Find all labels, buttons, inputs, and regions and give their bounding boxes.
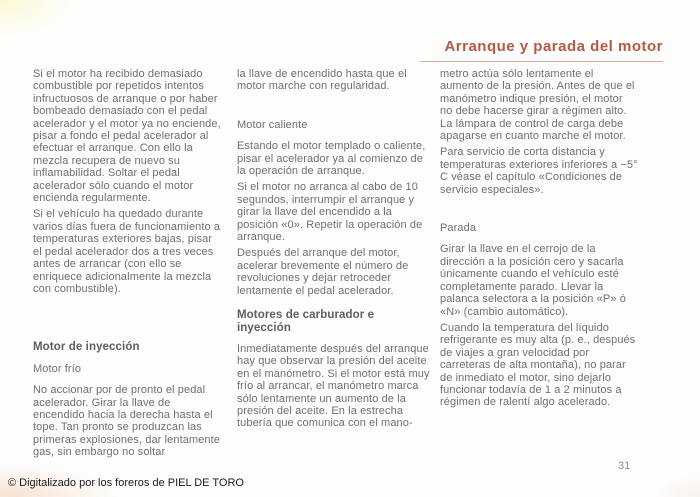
paragraph: Estando el motor templado o caliente, pisar el acelerador ya al comienzo de la operación de arranque. (237, 140, 426, 178)
paragraph: No accionar por de pronto el pedal acelerador. Girar la llave de encendido hacia la derecha hasta el tope. Tan pronto se produzcan las primeras explosiones, dar lentamente gas, sin embargo no soltar (33, 384, 221, 459)
paragraph: Cuando la temperatura del líquido refrigerante es muy alta (p. e., después de viajes a gran velocidad por carreteras de alta montaña), no parar de inmediato el motor, sino dejarlo funcionar todavía de 1 a 2 minutos a régimen de ralentí algo acelerado. (440, 321, 636, 409)
paragraph: Si el motor no arranca al cabo de 10 segundos, interrumpir el arranque y girar la llave del encendido a la posición «0». Repetir la operación de arranque. (237, 181, 423, 244)
page-number: 31 (618, 460, 631, 472)
paragraph: metro actúa sólo lentamente el aumento de la presión. Antes de que el manómetro indique presión, el motor no debe hacerse girar a régimen alto. La lámpara de control de carga debe apagarse en cuanto marche el motor. (440, 68, 635, 143)
section-heading: Motor de inyección (33, 341, 140, 354)
paragraph: Si el vehículo ha quedado durante varios días fuera de funcionamiento a temperaturas exteriores bajas, pisar el pedal acelerador dos a tres veces antes de arrancar (con ello se enriquece adicionalmente la mezcla con combustible). (33, 208, 221, 295)
text-column-2 (237, 68, 430, 434)
paragraph: Después del arranque del motor, acelerar brevemente el número de revoluciones y dejar retroceder lentamente el pedal acelerador. (237, 247, 409, 297)
paragraph: Si el motor ha recibido demasiado combustible por repetidos intentos infructuosos de arranque o por haber bombeado demasiado con el pedal acelerador y el motor ya no enciende, pisar a fondo el pedal acelerador al efectuar el arranque. Con ello la mezcla recupera de nuevo su inflamabilidad. Soltar el pedal acelerador sólo cuando el motor encienda regularmente. (33, 68, 221, 205)
title-underline-rule (420, 61, 663, 62)
paragraph: Girar la llave en el cerrojo de la dirección a la posición cero y sacarla únicamente cuando el vehículo esté completamente parado. Llevar la palanca selectora a la posición «P» ó «N» (cambio automático). (440, 243, 626, 318)
text-column-3 (440, 68, 638, 413)
paragraph: la llave de encendido hasta que el motor marche con regularidad. (237, 68, 407, 93)
subsection-heading: Parada (440, 222, 477, 235)
subsection-heading: Motor caliente (237, 118, 308, 131)
page-title: Arranque y parada del motor (444, 38, 663, 55)
paragraph: Inmediatamente después del arranque hay que observar la presión del aceite en el manómetro. Si el motor está muy frío al arrancar, el manómetro marca sólo lentamente un aumento de la presión del aceite. En la estrecha tubería que comunica con el mano- (237, 342, 430, 430)
text-column-1 (33, 68, 221, 463)
section-heading: Motores de carburador e inyección (237, 309, 375, 334)
paragraph: Para servicio de corta distancia y temperaturas exteriores inferiores a −5° C véase el capítulo «Condiciones de servicio especiales». (440, 146, 638, 196)
digitization-watermark: © Digitalizado por los foreros de PIEL DE TORO (8, 477, 244, 489)
subsection-heading: Motor frío (33, 362, 82, 375)
